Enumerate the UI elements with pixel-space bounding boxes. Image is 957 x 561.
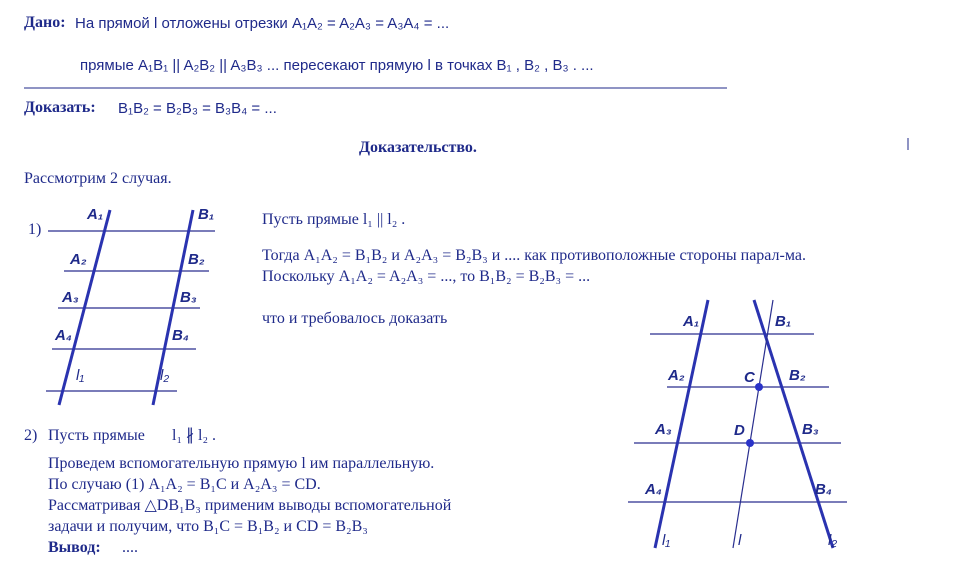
given-line-1: На прямой l отложены отрезки A₁A₂ = A₂A₃ = A₃A₄ = ... (75, 15, 450, 32)
proof-title: Доказательство. (359, 139, 477, 156)
figure-1 (46, 210, 215, 405)
fig1-label-l1: l₁ (76, 367, 85, 384)
case-2-line-4: задачи и получим, что B₁C = B₁B₂ и CD = B₂B₃ (48, 518, 368, 535)
fig2-label-l1: l₁ (662, 532, 671, 549)
case-2-number: 2) (24, 427, 38, 444)
case-2-line-1: Проведем вспомогательную прямую l им параллельную. (48, 455, 435, 472)
fig2-label-c: C (744, 369, 755, 386)
fig2-label-a2: A₂ (668, 367, 685, 384)
case-1-assumption: Пусть прямые l₁ || l₂ . (262, 211, 406, 228)
fig2-label-b4: B₄ (815, 481, 832, 498)
fig2-label-l: l (738, 532, 742, 549)
fig1-label-b3: B₃ (180, 289, 197, 306)
given-label: Дано: (24, 14, 66, 31)
fig2-label-a1: A₁ (683, 313, 700, 330)
case-1-number: 1) (28, 221, 42, 238)
fig2-label-a4: A₄ (645, 481, 662, 498)
case-1-then: Тогда A₁A₂ = B₁B₂ и A₂A₃ = B₂B₃ и .... как противоположные стороны парал-ма. (262, 247, 806, 264)
case-1-since: Поскольку A₁A₂ = A₂A₃ = ..., то B₁B₂ = B₂B₃ = ... (262, 268, 591, 285)
case-1-qed: что и требовалось доказать (262, 310, 448, 327)
fig1-label-a3: A₃ (62, 289, 79, 306)
fig2-label-a3: A₃ (655, 421, 672, 438)
case-2-line-3: Рассматривая △DB₁B₃ применим выводы вспомогательной (48, 497, 452, 514)
fig1-label-a4: A₄ (55, 327, 72, 344)
fig1-label-a2: A₂ (70, 251, 87, 268)
conclusion-text: .... (122, 539, 138, 556)
case-2-assumption-expr: l₁ ∦ l₂ . (172, 427, 217, 444)
prove-statement: B₁B₂ = B₂B₃ = B₃B₄ = ... (118, 100, 277, 117)
given-line-2: прямые A₁B₁ || A₂B₂ || A₃B₃ ... пересекают прямую l в точках B₁ , B₂ , B₃ . ... (80, 57, 594, 74)
case-2-assumption-prefix: Пусть прямые (48, 427, 145, 444)
fig2-point-c (755, 383, 763, 391)
conclusion-label: Вывод: (48, 539, 101, 556)
fig2-label-b2: B₂ (789, 367, 806, 384)
fig2-label-b3: B₃ (802, 421, 819, 438)
fig1-label-l2: l₂ (160, 367, 170, 384)
fig2-point-d (746, 439, 754, 447)
fig1-label-a1: A₁ (87, 206, 104, 223)
fig2-label-b1: B₁ (775, 313, 792, 330)
fig1-label-b4: B₄ (172, 327, 189, 344)
fig2-line-l2 (754, 300, 833, 548)
fig1-label-b2: B₂ (188, 251, 205, 268)
fig1-label-b1: B₁ (198, 206, 215, 223)
case-2-line-2: По случаю (1) A₁A₂ = B₁C и A₂A₃ = CD. (48, 476, 321, 493)
fig2-label-l2: l₂ (828, 532, 838, 549)
prove-label: Доказать: (24, 99, 96, 116)
fig2-label-d: D (734, 422, 745, 439)
cases-intro: Рассмотрим 2 случая. (24, 170, 172, 187)
